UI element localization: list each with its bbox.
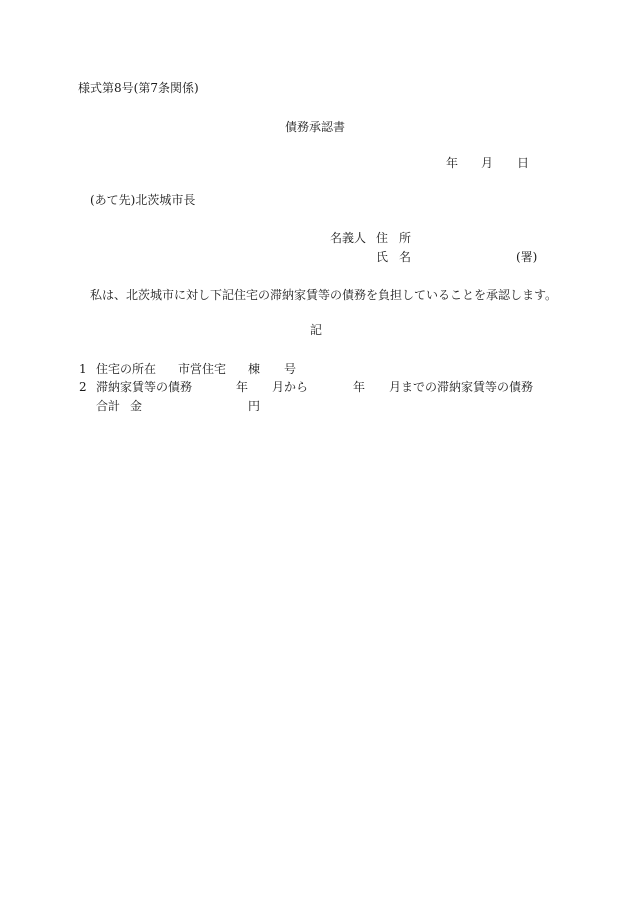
item2-label: 滞納家賃等の債務 <box>96 380 193 394</box>
date-day-label: 日 <box>517 156 530 170</box>
address-label-char2: 所 <box>399 231 412 245</box>
total-yen: 円 <box>248 399 261 413</box>
item1-building: 棟 <box>248 362 261 376</box>
document-title: 債務承認書 <box>285 120 346 134</box>
item1-room: 号 <box>284 362 297 376</box>
item2-year-to: 年 <box>353 380 366 394</box>
date-month-label: 月 <box>481 156 494 170</box>
item2-number: 2 <box>79 380 87 394</box>
name-label-char1: 氏 <box>376 250 389 264</box>
item1-label: 住宅の所在 <box>96 362 157 376</box>
statement-text: 私は、北茨城市に対し下記住宅の滞納家賃等の債務を負担していることを承認します。 <box>90 288 558 302</box>
signer-label: 名義人 <box>330 231 367 245</box>
item1-number: 1 <box>79 362 87 376</box>
date-year-label: 年 <box>446 156 459 170</box>
addressee: (あて先)北茨城市長 <box>90 193 196 207</box>
address-label-char1: 住 <box>376 231 389 245</box>
total-label: 合計 <box>96 399 121 413</box>
item2-year-from: 年 <box>236 380 249 394</box>
ki-heading: 記 <box>310 323 323 337</box>
signature-mark: (署) <box>516 250 538 264</box>
form-number: 様式第8号(第7条関係) <box>78 81 199 95</box>
name-label-char2: 名 <box>399 250 412 264</box>
total-kin: 金 <box>130 399 143 413</box>
item2-month-to: 月までの滞納家賃等の債務 <box>389 380 534 394</box>
item2-month-from: 月から <box>272 380 309 394</box>
item1-housing: 市営住宅 <box>178 362 227 376</box>
